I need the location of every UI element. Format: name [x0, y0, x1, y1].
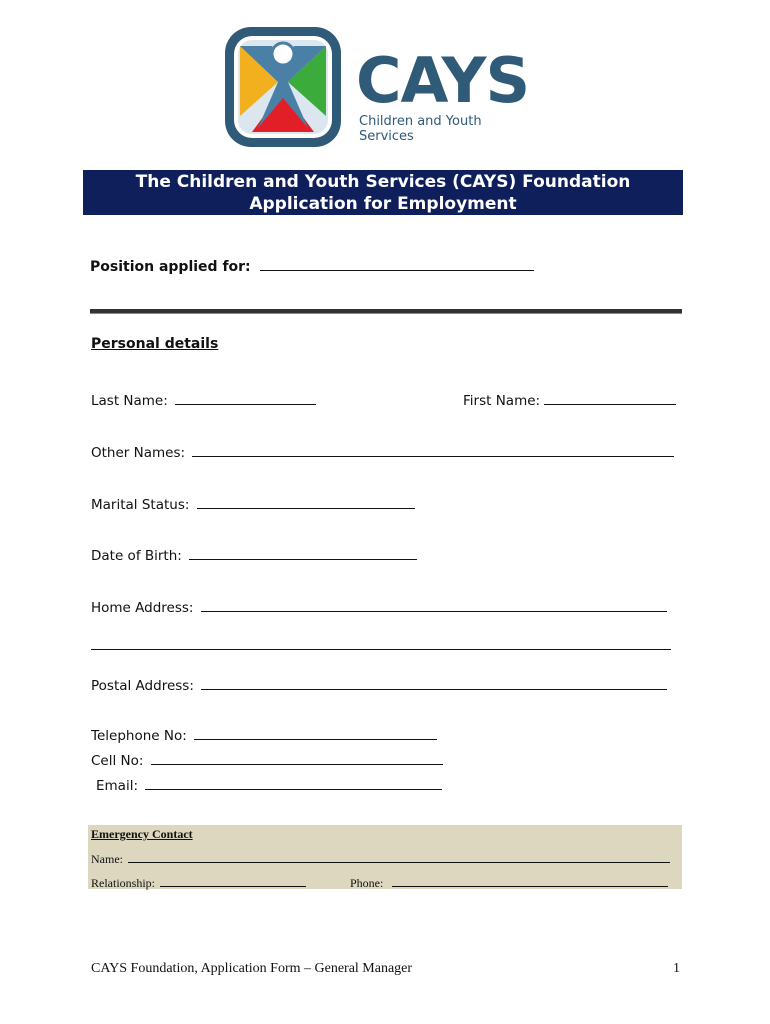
- position-applied-field[interactable]: [260, 256, 534, 271]
- emergency-name-row: [91, 851, 670, 867]
- logo-tagline: Children and Youth Services: [359, 114, 482, 144]
- footer-text: CAYS Foundation, Application Form – General Manager: [91, 961, 413, 976]
- date-of-birth-row: [91, 546, 417, 564]
- last-name-row: [91, 391, 316, 409]
- cell-row: [91, 751, 443, 769]
- emergency-relationship-label: Relationship:: [91, 876, 155, 890]
- other-names-label: Other Names:: [91, 445, 186, 461]
- title-banner: [83, 170, 683, 215]
- date-of-birth-field[interactable]: [189, 546, 417, 560]
- title-line-2: Application for Employment: [249, 194, 517, 214]
- emergency-phone-label: Phone:: [350, 876, 384, 890]
- emergency-name-field[interactable]: [128, 851, 670, 863]
- telephone-row: [91, 726, 437, 744]
- home-address-field-line-2[interactable]: [91, 636, 671, 650]
- other-names-row: [91, 443, 674, 461]
- date-of-birth-label: Date of Birth:: [91, 548, 182, 564]
- emergency-contact-heading: Emergency Contact: [91, 827, 193, 841]
- emergency-relationship-field[interactable]: [160, 875, 306, 887]
- emergency-relationship-row: [91, 875, 306, 891]
- logo-wordmark: CAYS: [356, 44, 530, 117]
- first-name-field[interactable]: [544, 391, 676, 405]
- marital-status-field[interactable]: [197, 495, 415, 509]
- email-field[interactable]: [145, 776, 442, 790]
- telephone-field[interactable]: [194, 726, 437, 740]
- other-names-field[interactable]: [192, 443, 674, 457]
- marital-status-row: [91, 495, 415, 513]
- cell-label: Cell No:: [91, 753, 144, 769]
- emergency-name-label: Name:: [91, 852, 123, 866]
- home-address-label: Home Address:: [91, 600, 194, 616]
- postal-address-label: Postal Address:: [91, 678, 194, 694]
- last-name-label: Last Name:: [91, 393, 168, 409]
- position-applied-label: Position applied for:: [90, 259, 251, 275]
- personal-details-heading: Personal details: [91, 336, 219, 352]
- emergency-phone-row: [350, 875, 668, 891]
- postal-address-row: [91, 676, 667, 694]
- position-applied-row: [90, 256, 534, 275]
- emergency-phone-field[interactable]: [392, 875, 668, 887]
- section-divider: [90, 309, 682, 314]
- title-line-1: The Children and Youth Services (CAYS) Foundation: [135, 172, 631, 192]
- email-label: Email:: [96, 778, 139, 794]
- email-row: [96, 776, 442, 794]
- page-number: 1: [673, 961, 680, 976]
- telephone-label: Telephone No:: [91, 728, 187, 744]
- cays-logo: [222, 24, 530, 152]
- home-address-row: [91, 598, 667, 616]
- first-name-row: [463, 391, 676, 409]
- first-name-label: First Name:: [463, 393, 541, 409]
- last-name-field[interactable]: [175, 391, 316, 405]
- cays-emblem-icon: [222, 24, 344, 150]
- postal-address-field[interactable]: [201, 676, 667, 690]
- emergency-contact-box: [88, 825, 682, 889]
- home-address-field[interactable]: [201, 598, 667, 612]
- marital-status-label: Marital Status:: [91, 497, 190, 513]
- home-address-row-2: [91, 636, 671, 654]
- cell-field[interactable]: [151, 751, 443, 765]
